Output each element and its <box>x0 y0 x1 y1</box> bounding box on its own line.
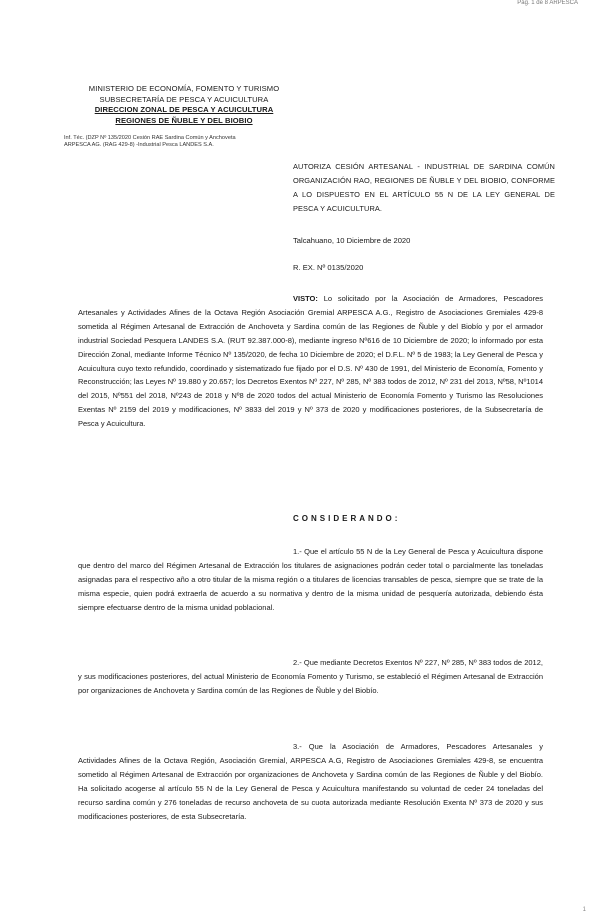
page-stamp: Pág. 1 de 8 ARPESCA <box>517 0 578 6</box>
considerando-text-1: 1.- Que el artículo 55 N de la Ley General de Pesca y Acuicultura dispone que dentro del marco del Régimen Artesanal de Extracción los titulares de asignaciones podrán ceder total o parcialmente las toneladas asignadas para el respectivo año a otro titular de la misma región o a titulares de licencias transables de pesca, siempre que se trate de la misma especie, quien podrá extraerla de acuerdo a su normativa y dentro de la misma unidad de pesquería autorizada, debiendo ésta siempre efectuarse dentro de la misma unidad poblacional. <box>78 547 543 612</box>
subsecretary-line: SUBSECRETARÍA DE PESCA Y ACUICULTURA <box>99 94 269 104</box>
considerando-paragraph-3 <box>78 740 543 823</box>
place-date: Talcahuano, 10 Diciembre de 2020 <box>293 236 411 245</box>
considerando-paragraph-2 <box>78 656 543 698</box>
visto-label: VISTO: <box>293 294 318 303</box>
considerando-heading: CONSIDERANDO: <box>293 514 401 523</box>
zonal-direction-line: DIRECCION ZONAL DE PESCA Y ACUICULTURA <box>94 105 274 114</box>
considerando-text-2: 2.- Que mediante Decretos Exentos Nº 227, Nº 285, Nº 383 todos de 2012, y sus modificaciones posteriores, del actual Ministerio de Economía Fomento y Turismo, se estableció el Régimen Artesanal de Extracción por organizaciones de Anchoveta y Sardina común de las Regiones de Ñuble y del Biobío. <box>78 658 543 695</box>
considerando-text-3: 3.- Que la Asociación de Armadores, Pescadores Artesanales y Actividades Afines de la Octava Región, Asociación Gremial, ARPESCA A.G, Registro de Asociaciones Gremiales 429-8, se encuentra sometido al Régimen Artesanal de Extracción por organizaciones de Anchoveta y Sardina común de las Regiones de Ñuble y del Biobío. Ha solicitado acogerse al artículo 55 N de la Ley General de Pesca y Acuicultura manifestando su voluntad de ceder 24 toneladas del recurso sardina común y 276 toneladas de recurso anchoveta de su cuota autorizada mediante Resolución Exenta Nº 373 de 2020 y sus modificaciones posteriores, de esta Subsecretaría. <box>78 742 543 821</box>
regions-line: REGIONES DE ÑUBLE Y DEL BIOBIO <box>115 115 253 125</box>
resolution-subject: AUTORIZA CESIÓN ARTESANAL - INDUSTRIAL DE SARDINA COMÚN ORGANIZACIÓN RAO, REGIONES DE ÑUBLE Y DEL BIOBIO, CONFORME A LO DISPUESTO EN EL ARTÍCULO 55 N DE LA LEY GENERAL DE PESCA Y ACUICULTURA. <box>293 162 555 213</box>
reference-line-2: ARPESCA AG. (RAG 429-8) -Industrial Pesca LANDES S.A. <box>64 142 214 149</box>
considerando-paragraph-1 <box>78 545 543 615</box>
page-number: 1 <box>582 907 586 913</box>
letterhead <box>64 84 304 126</box>
visto-paragraph <box>78 292 543 431</box>
visto-text: Lo solicitado por la Asociación de Armadores, Pescadores Artesanales y Actividades Afines de la Octava Región Asociación Gremial ARPESCA A.G., Registro de Asociaciones Gremiales 429-8 sometida al Régimen Artesanal de Extracción de Anchoveta y Sardina común de las Regiones de Ñuble y del Biobío y por el armador industrial Sociedad Pesquera LANDES S.A. (RUT 92.387.000-8), mediante ingreso Nº616 de 10 Diciembre de 2020; lo informado por esta Dirección Zonal, mediante Informe Técnico Nº 135/2020, de fecha 10 Diciembre de 2020; el D.F.L. Nº 5 de 1983; la Ley General de Pesca y Acuicultura cuyo texto refundido, coordinado y sistematizado fue fijado por el D.S. Nº 430 de 1991, del Ministerio de Economía, Fomento y Reconstrucción; las Leyes Nº 19.880 y 20.657; los Decretos Exentos Nº 227, Nº 285, Nº 383 todos de 2012, Nº 231 del 2013, Nº58, Nº1014 del 2015, Nº551 del 2018, Nº243 de 2018 y Nº8 de 2020 todos del actual Ministerio de Economía Fomento y Turismo las Resoluciones Exentas Nº 2159 del 2019 y modificaciones, Nº 3833 del 2019 y Nº 373 de 2020 y modificaciones posteriores, de la Subsecretaría de Pesca y Acuicultura. <box>78 294 543 429</box>
reference-note <box>64 135 364 149</box>
resolution-number: R. EX. Nº 0135/2020 <box>293 263 364 272</box>
reference-line-1: Inf. Téc. (DZP Nº 135/2020 Cesión RAE Sardina Común y Anchoveta <box>64 135 236 141</box>
ministry-line: MINISTERIO DE ECONOMÍA, FOMENTO Y TURISMO <box>88 84 280 93</box>
